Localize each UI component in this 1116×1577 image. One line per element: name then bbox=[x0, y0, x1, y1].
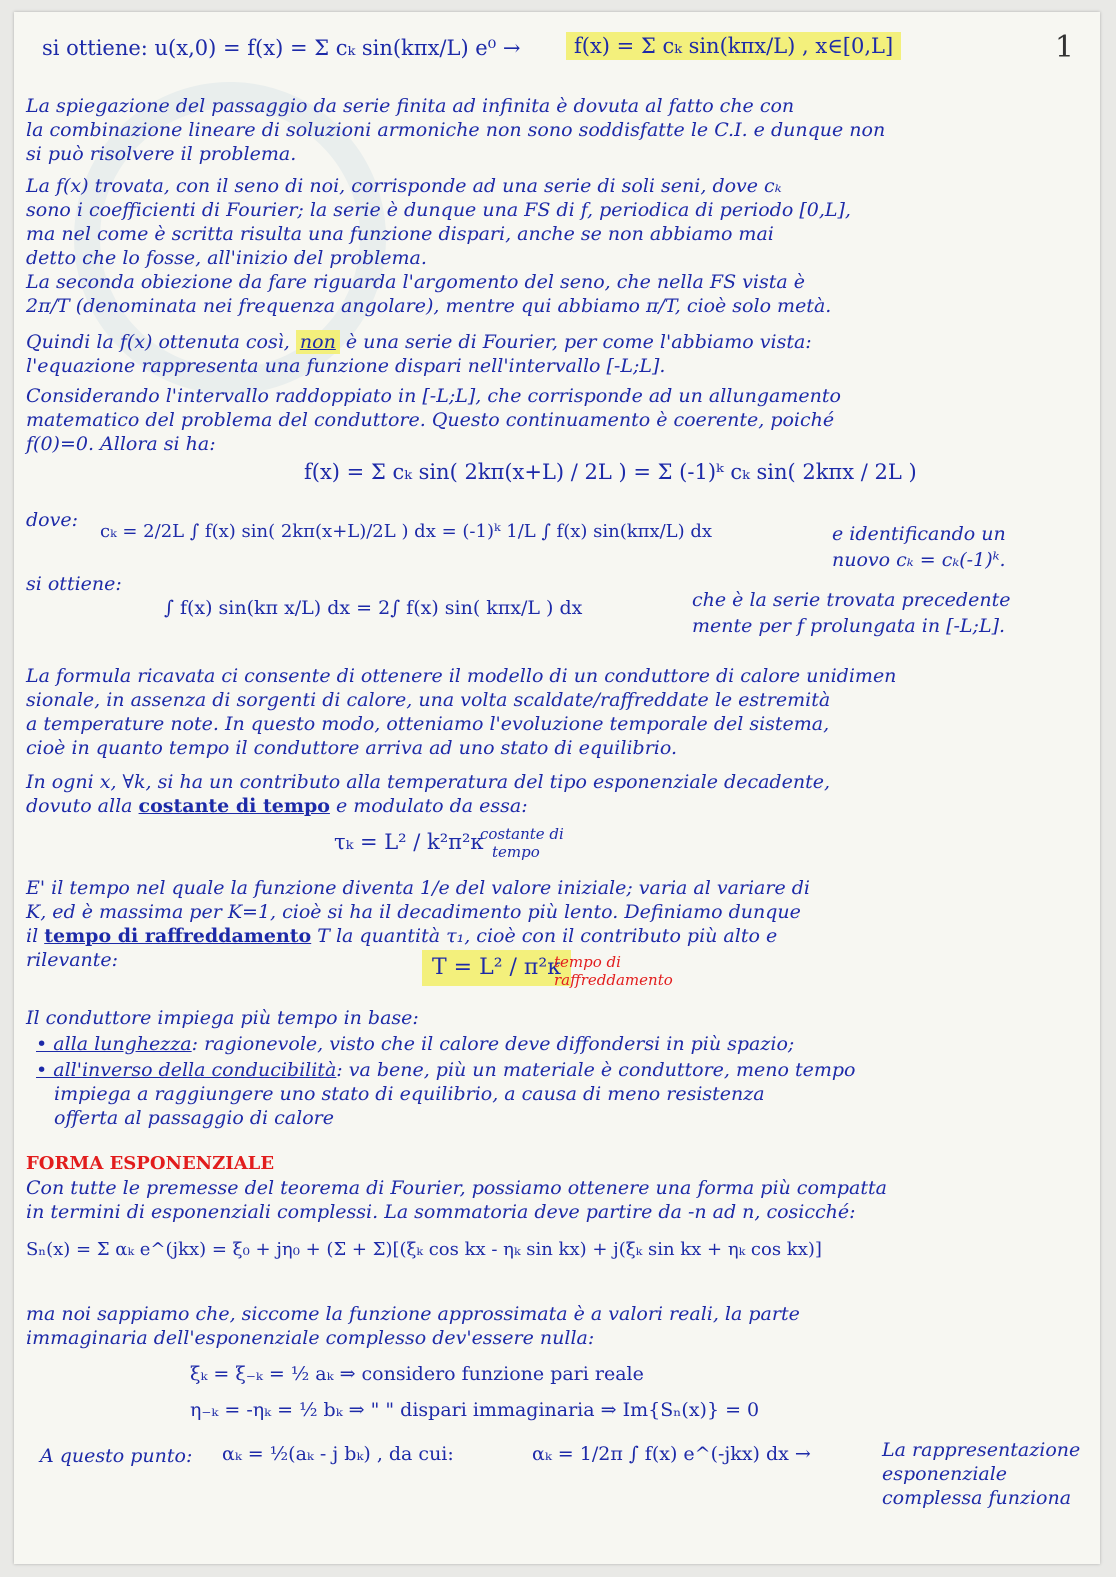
text-serie-trovata-2: mente per f prolungata in [-L;L]. bbox=[692, 615, 1006, 637]
page-corner-mark: 1 bbox=[1054, 30, 1074, 65]
text-line-raffreddamento bbox=[26, 924, 777, 948]
text-line-costante bbox=[26, 794, 528, 818]
text-line-f0: f(0)=0. Allora si ha: bbox=[26, 433, 216, 455]
notes-page bbox=[14, 12, 1100, 1564]
text-line-interval-1: Considerando l'intervallo raddoppiato in [-L;L], che corrisponde ad un allungamento bbox=[26, 385, 841, 407]
text-line-offerta: offerta al passaggio di calore bbox=[54, 1107, 334, 1129]
formula-eta: η₋ₖ = -ηₖ = ½ bₖ ⇒ " " dispari immaginaria ⇒ Im{Sₙ(x)} = 0 bbox=[190, 1399, 760, 1421]
text-line-valori-reali-2: immaginaria dell'esponenziale complesso dev'essere nulla: bbox=[26, 1327, 595, 1349]
bullet-lunghezza bbox=[36, 1032, 794, 1056]
text-line-model-2: sionale, in assenza di sorgenti di calore, una volta scaldate/raffreddate le estremità bbox=[26, 689, 831, 711]
text-complessa-funziona: complessa funziona bbox=[882, 1487, 1072, 1509]
text-line-quindi bbox=[26, 330, 812, 354]
formula-tau-k: τₖ = L² / k²π²κ bbox=[334, 830, 484, 854]
text-line-model-1: La formula ricavata ci consente di ottenere il modello di un conduttore di calore unidimen bbox=[26, 665, 897, 687]
text-line-interval-2: matematico del problema del conduttore. Questo continuamento è coerente, poiché bbox=[26, 409, 835, 431]
text-nuovo-ck: nuovo cₖ = cₖ(-1)ᵏ. bbox=[832, 549, 1006, 571]
formula-alpha-k-integral: αₖ = 1/2π ∫ f(x) e^(-jkx) dx → bbox=[532, 1443, 811, 1465]
text-line-objection-2: 2π/T (denominata nei frequenza angolare), mentre qui abbiamo π/T, cioè solo metà. bbox=[26, 295, 832, 317]
text-conducibilita-desc: : va bene, più un materiale è conduttore, meno tempo bbox=[336, 1059, 856, 1081]
text-quindi-end: è una serie di Fourier, per come l'abbiamo vista: bbox=[345, 331, 812, 353]
formula-fx-sine-series-highlighted: f(x) = Σ cₖ sin(kπx/L) , x∈[0,L] bbox=[566, 32, 901, 60]
text-line-fourier-2: sono i coefficienti di Fourier; la serie è dunque una FS di f, periodica di periodo [0,L], bbox=[26, 199, 851, 221]
label-costante-di: costante di bbox=[480, 825, 564, 843]
text-line-valori-reali-1: ma noi sappiamo che, siccome la funzione approssimata è a valori reali, la parte bbox=[26, 1303, 800, 1325]
text-line-odd-function: l'equazione rappresenta una funzione dispari nell'intervallo [-L;L]. bbox=[26, 355, 666, 377]
text-line-premesse-2: in termini di esponenziali complessi. La sommatoria deve partire da -n ad n, cosicché: bbox=[26, 1201, 856, 1223]
term-conducibilita: • all'inverso della conducibilità bbox=[36, 1059, 337, 1081]
label-si-ottiene: si ottiene: bbox=[26, 573, 122, 595]
term-costante-di-tempo: costante di tempo bbox=[138, 795, 330, 817]
term-tempo-di-raffreddamento: tempo di raffreddamento bbox=[44, 925, 312, 947]
text-line-tempo-2: K, ed è massima per K=1, cioè si ha il decadimento più lento. Definiamo dunque bbox=[26, 901, 801, 923]
text-esponenziale: esponenziale bbox=[882, 1463, 1008, 1485]
text-line-explanation-3: si può risolvere il problema. bbox=[26, 143, 297, 165]
text-modulato: e modulato da essa: bbox=[335, 795, 528, 817]
formula-fx-extended: f(x) = Σ cₖ sin( 2kπ(x+L) / 2L ) = Σ (-1)ᵏ cₖ sin( 2kπx / 2L ) bbox=[304, 460, 917, 484]
text-line-model-3: a temperature note. In questo modo, otteniamo l'evoluzione temporale del sistema, bbox=[26, 713, 830, 735]
text-line-tempo-1: E' il tempo nel quale la funzione diventa 1/e del valore iniziale; varia al variare di bbox=[26, 877, 810, 899]
formula-Sn-x: Sₙ(x) = Σ αₖ e^(jkx) = ξ₀ + jη₀ + (Σ + Σ)[(ξₖ cos kx - ηₖ sin kx) + j(ξₖ sin kx + ηₖ cos kx)] bbox=[26, 1239, 822, 1260]
formula-xi: ξₖ = ξ₋ₖ = ½ aₖ ⇒ considero funzione pari reale bbox=[190, 1363, 644, 1385]
text-line-explanation-1: La spiegazione del passaggio da serie finita ad infinita è dovuta al fatto che con bbox=[26, 95, 795, 117]
label-tempo-di-red: tempo di bbox=[554, 953, 621, 971]
text-line-contributo: In ogni x, ∀k, si ha un contributo alla temperatura del tipo esponenziale decadente, bbox=[26, 771, 830, 793]
section-title-forma-esponenziale: FORMA ESPONENZIALE bbox=[26, 1153, 275, 1174]
formula-u-x0: si ottiene: u(x,0) = f(x) = Σ cₖ sin(kπx/L) e⁰ → bbox=[42, 36, 521, 60]
label-dove: dove: bbox=[26, 509, 78, 531]
text-line-fourier-1: La f(x) trovata, con il seno di noi, corrisponde ad una serie di soli seni, dove cₖ bbox=[26, 175, 782, 197]
text-line-fourier-4: detto che lo fosse, all'inizio del problema. bbox=[26, 247, 427, 269]
text-identificando: e identificando un bbox=[832, 523, 1006, 545]
text-rappresentazione: La rappresentazione bbox=[882, 1439, 1081, 1461]
term-lunghezza: • alla lunghezza bbox=[36, 1033, 192, 1055]
text-line-fourier-3: ma nel come è scritta risulta una funzione dispari, anche se non abbiamo mai bbox=[26, 223, 774, 245]
highlight-non: non bbox=[296, 330, 340, 354]
bullet-conducibilita bbox=[36, 1058, 855, 1082]
text-il: il bbox=[26, 925, 39, 947]
text-lunghezza-desc: : ragionevole, visto che il calore deve diffondersi in più spazio; bbox=[191, 1033, 795, 1055]
label-tempo: tempo bbox=[492, 843, 540, 861]
formula-T-highlighted: T = L² / π²κ bbox=[422, 950, 571, 986]
text-line-impiega-2: impiega a raggiungere uno stato di equilibrio, a causa di meno resistenza bbox=[54, 1083, 765, 1105]
formula-integral-equality: ∫ f(x) sin(kπ x/L) dx = 2∫ f(x) sin( kπx/L ) dx bbox=[164, 597, 583, 619]
text-quantita-tau1: T la quantità τ₁, cioè con il contributo più alto e bbox=[317, 925, 778, 947]
text-dovuto-alla: dovuto alla bbox=[26, 795, 133, 817]
text-line-premesse-1: Con tutte le premesse del teorema di Fourier, possiamo ottenere una forma più compatta bbox=[26, 1177, 887, 1199]
text-line-impiega: Il conduttore impiega più tempo in base: bbox=[26, 1007, 419, 1029]
text-line-objection-1: La seconda obiezione da fare riguarda l'argomento del seno, che nella FS vista è bbox=[26, 271, 805, 293]
formula-ck: cₖ = 2/2L ∫ f(x) sin( 2kπ(x+L)/2L ) dx = (-1)ᵏ 1/L ∫ f(x) sin(kπx/L) dx bbox=[100, 521, 713, 542]
text-quindi-start: Quindi la f(x) ottenuta così, bbox=[26, 331, 290, 353]
formula-alpha-k-def: αₖ = ½(aₖ - j bₖ) , da cui: bbox=[222, 1443, 454, 1465]
label-raffreddamento-red: raffreddamento bbox=[554, 971, 673, 989]
text-line-model-4: cioè in quanto tempo il conduttore arriva ad uno stato di equilibrio. bbox=[26, 737, 677, 759]
text-serie-trovata-1: che è la serie trovata precedente bbox=[692, 589, 1011, 611]
text-rilevante: rilevante: bbox=[26, 949, 119, 971]
text-line-explanation-2: la combinazione lineare di soluzioni armoniche non sono soddisfatte le C.I. e dunque non bbox=[26, 119, 886, 141]
label-a-questo-punto: A questo punto: bbox=[40, 1445, 193, 1467]
